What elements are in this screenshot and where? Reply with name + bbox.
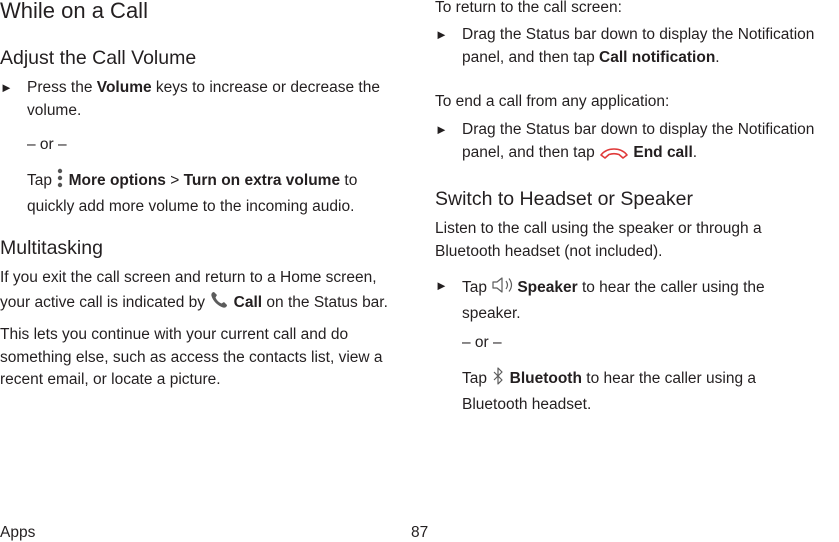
volume-bullet-text: Press the Volume keys to increase or decrease the volume. bbox=[27, 79, 380, 119]
footer-section: Apps bbox=[0, 524, 36, 541]
speaker-label: Speaker bbox=[517, 279, 578, 296]
bluetooth-icon bbox=[491, 366, 505, 394]
more-options-label: More options bbox=[68, 172, 166, 189]
extra-volume-label: Turn on extra volume bbox=[183, 172, 341, 189]
bullet-arrow-icon: ► bbox=[435, 122, 448, 137]
call-notification-label: Call notification bbox=[599, 48, 716, 66]
multitasking-paragraph-2: This lets you continue with your current call and do something else, such as access the contacts list, view a recent email, or locate a picture. bbox=[0, 326, 383, 388]
bullet-arrow-icon: ► bbox=[0, 80, 13, 95]
bluetooth-label: Bluetooth bbox=[509, 370, 582, 387]
more-options-icon bbox=[56, 168, 64, 196]
call-label: Call bbox=[233, 293, 263, 311]
switch-intro: Listen to the call using the speaker or through a Bluetooth headset (not included). bbox=[435, 220, 762, 260]
extra-volume-text: Tap More options > Turn on extra volume to quickly add more volume to the incoming audio. bbox=[27, 168, 407, 218]
speaker-bullet-text: Tap Speaker to hear the caller using the speaker. bbox=[462, 275, 802, 325]
or-separator: – or – bbox=[462, 334, 502, 351]
volume-keys-label: Volume bbox=[96, 79, 152, 96]
bullet-arrow-icon: ► bbox=[435, 27, 448, 42]
or-separator: – or – bbox=[27, 136, 67, 153]
volume-heading: Adjust the Call Volume bbox=[0, 47, 197, 69]
end-bullet-text: Drag the Status bar down to display the Notification panel, and then tap End call. bbox=[462, 119, 839, 167]
bluetooth-text: Tap Bluetooth to hear the caller using a Bluetooth headset. bbox=[462, 366, 802, 416]
multitasking-paragraph-1: If you exit the call screen and return to a Home screen, your active call is indicated by Call on the Status bar. bbox=[0, 267, 410, 317]
bullet-arrow-icon: ► bbox=[435, 278, 448, 293]
multitasking-heading: Multitasking bbox=[0, 237, 103, 259]
return-intro: To return to the call screen: bbox=[435, 0, 622, 16]
end-call-icon bbox=[599, 145, 629, 168]
speaker-icon bbox=[491, 275, 517, 303]
end-intro: To end a call from any application: bbox=[435, 93, 670, 110]
phone-icon bbox=[209, 290, 229, 318]
end-call-label: End call bbox=[633, 143, 693, 161]
page-number: 87 bbox=[411, 524, 429, 541]
switch-heading: Switch to Headset or Speaker bbox=[435, 188, 693, 210]
page-title: While on a Call bbox=[0, 0, 148, 23]
volume-bullet bbox=[0, 77, 410, 125]
return-bullet-text: Drag the Status bar down to display the Notification panel, and then tap Call notification. bbox=[462, 26, 815, 66]
